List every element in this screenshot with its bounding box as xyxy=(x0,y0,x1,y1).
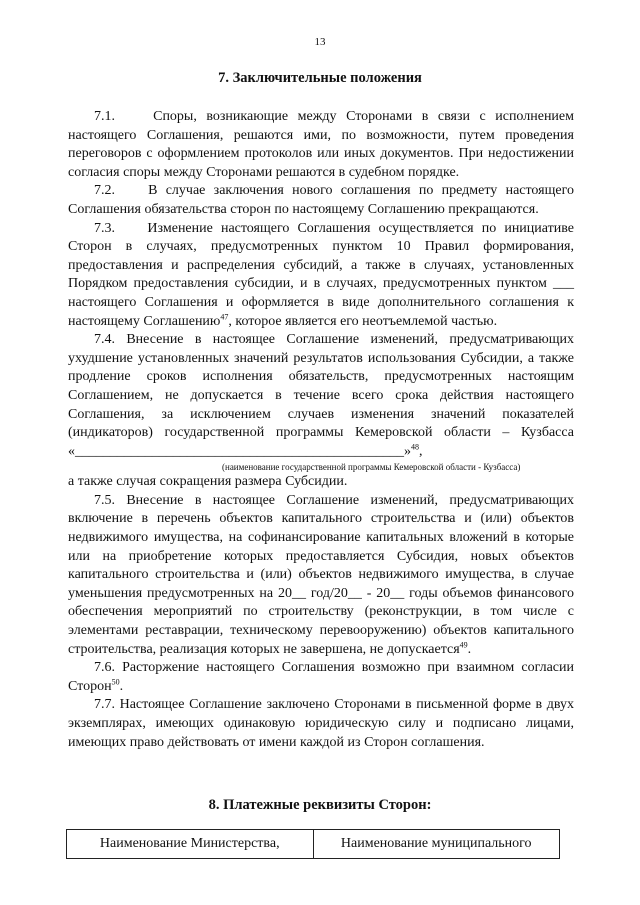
requisites-col-ministry: Наименование Министерства, xyxy=(99,836,280,851)
paragraph-7-4-text: 7.4. Внесение в настоящее Соглашение изменений, предусматривающих ухудшение установленных значений результатов использования Субсидии, а также продление сроков исполнения обязательств, предусмотренных настоящим Соглашением, не допускается в течение всего срока действия настоящего Соглашения, за исключением случаев изменения значений показателей (индикаторов) государственной программы Кемеровской области – Кузбасса «_______________________________________________» xyxy=(68,332,574,459)
paragraph-7-2: 7.2. В случае заключения нового соглашения по предмету настоящего Соглашения обязательства сторон по настоящему Соглашению прекращаются. xyxy=(68,183,574,217)
paragraph-7-7: 7.7. Настоящее Соглашение заключено Сторонами в письменной форме в двух экземплярах, имеющих одинаковую юридическую силу и подписано лицами, имеющих право действовать от имени каждой из Сторон соглашения. xyxy=(68,697,574,750)
requisites-col-municipal: Наименование муниципального xyxy=(313,830,560,858)
section-8-title: 8. Платежные реквизиты Сторон: xyxy=(208,797,432,813)
section-7-title: 7. Заключительные положения xyxy=(218,70,422,86)
paragraph-7-6-text: 7.6. Расторжение настоящего Соглашения возможно при взаимном согласии Сторон xyxy=(68,660,574,694)
section-7-body xyxy=(68,108,574,752)
paragraph-7-4 xyxy=(68,331,574,461)
paragraph-7-1: 7.1. Споры, возникающие между Сторонами в связи с исполнением настоящего Соглашения, решаются ими, по возможности, путем проведения переговоров с оформлением протоколов или иных документов. При недостижении согласия споры между Сторонами решаются в судебном порядке. xyxy=(68,109,574,180)
paragraph-7-4-tail: , xyxy=(419,443,423,459)
paragraph-7-3-tail: , которое является его неотъемлемой частью. xyxy=(228,313,498,329)
page-number: 13 xyxy=(314,36,326,48)
paragraph-7-3-text: 7.3. Изменение настоящего Соглашения осуществляется по инициативе Сторон в случаях, предусмотренных пунктом 10 Правил формирования, предоставления и распределения субсидий, а также в случаях, установленных Порядком предоставления субсидии, и в случаях, предусмотренных пунктом ___ настоящего Соглашения и оформляется в виде дополнительного соглашения к настоящему Соглашению xyxy=(68,220,574,329)
footnote-ref-47: 47 xyxy=(220,311,229,321)
footnote-ref-50: 50 xyxy=(111,677,120,687)
requisites-table xyxy=(66,829,560,859)
paragraph-7-5 xyxy=(68,492,574,659)
paragraph-7-4-end: а также случая сокращения размера Субсидии. xyxy=(68,474,348,490)
paragraph-7-5-tail: . xyxy=(467,641,472,657)
program-name-caption: (наименование государственной программы Кемеровской области - Кузбасса) xyxy=(222,462,521,473)
paragraph-7-5-text: 7.5. Внесение в настоящее Соглашение изменений, предусматривающих включение в перечень объектов капитального строительства и (или) объектов недвижимого имущества, на софинансирование капитальных вложений в которые или на приобретение которых предоставляется Субсидия, новых объектов капитального строительства и (или) объектов недвижимого имущества, в случае уменьшения предусмотренных на 20__ год/20__ - 20__ годы объемов финансового обеспечения мероприятий по строительству (реконструкции, в том числе с элементами реставрации, техническому перевооружению) объектов капитального строительства, реализация которых не завершена, не допускается xyxy=(68,492,574,657)
footnote-ref-49: 49 xyxy=(459,639,468,649)
footnote-ref-48: 48 xyxy=(411,442,419,452)
paragraph-7-6 xyxy=(68,659,574,696)
paragraph-7-3 xyxy=(68,220,574,332)
paragraph-7-6-tail: . xyxy=(119,678,124,694)
